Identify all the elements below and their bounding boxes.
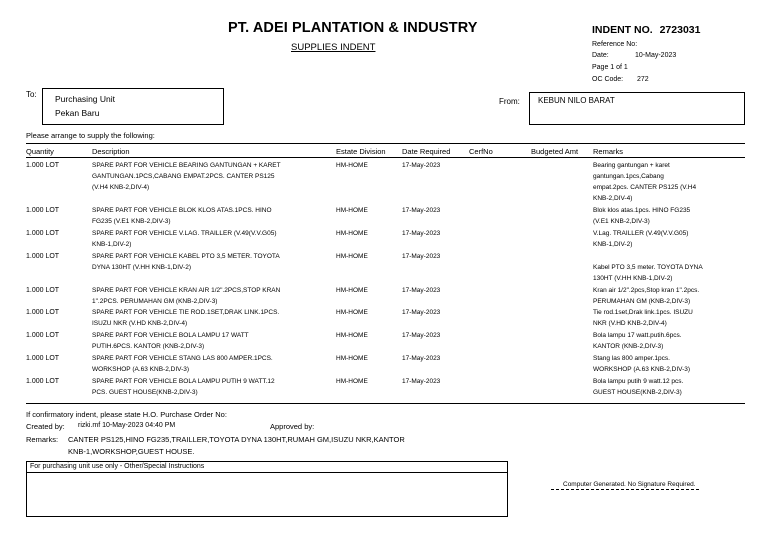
row-remarks-line: KNB-1,DIV-2) [593,241,633,248]
row-remarks-line: empat.2pcs. CANTER PS125 (V.H4 [593,184,697,191]
row-date: 17-May-2023 [402,309,441,316]
col-header-date: Date Required [402,147,451,156]
row-remarks-line: Bola lampu 17 watt.putih.6pcs. [593,332,682,339]
indent-number-value: 2723031 [659,24,701,36]
row-remarks-line: (V.E1 KNB-2,DIV-3) [593,218,650,225]
row-remarks-line [593,251,745,262]
row-description [92,376,334,398]
row-description-line: 1".2PCS. PERUMAHAN GM (KNB-2,DIV-3) [92,298,218,305]
row-date: 17-May-2023 [402,287,441,294]
computer-generated-note: Computer Generated. No Signature Required. [551,481,699,490]
row-quantity: 1.000 LOT [26,230,60,237]
row-description [92,228,334,250]
row-description-line: (V.H4 KNB-2,DIV-4) [92,184,150,191]
row-description-line: KNB-1,DIV-2) [92,241,132,248]
to-box [42,88,224,125]
row-description-line: SPARE PART FOR VEHICLE V.LAG. TRAILLER (V.49(V.V.G05) [92,230,277,237]
to-line-1: Purchasing Unit [55,94,116,104]
row-remarks-line: V.Lag. TRAILLER (V.49(V.V.G05) [593,230,689,237]
row-description-line: SPARE PART FOR VEHICLE BEARING GANTUNGAN + KARET [92,162,281,169]
row-estate: HM-HOME [336,309,368,316]
row-description-line: SPARE PART FOR VEHICLE TIE ROD.1SET,DRAK LINK.1PCS. [92,309,280,316]
indent-number [592,24,700,36]
from-label: From: [499,97,520,106]
table-header-bottom-rule [26,157,745,158]
row-description-line: PUTIH.6PCS. KANTOR (KNB-2,DIV-3) [92,343,205,350]
row-remarks [593,205,745,227]
row-description-line: ISUZU NKR (V.HD KNB-2,DIV-4) [92,320,188,327]
row-estate: HM-HOME [336,287,368,294]
row-description-line: SPARE PART FOR VEHICLE STANG LAS 800 AMPER.1PCS. [92,355,273,362]
oc-code-value: 272 [637,76,649,83]
row-remarks [593,307,745,329]
row-remarks [593,330,745,352]
row-remarks-line: KANTOR (KNB-2,DIV-3) [593,343,664,350]
row-date: 17-May-2023 [402,355,441,362]
row-description [92,307,334,329]
row-description-line: SPARE PART FOR VEHICLE BLOK KLOS ATAS.1PCS. HINO [92,207,272,214]
row-description [92,251,334,273]
row-remarks-line: gantungan.1pcs,Cabang [593,173,664,180]
row-remarks-line: Blok klos atas.1pcs. HINO FG235 [593,207,691,214]
row-description [92,330,334,352]
date-label: Date: [592,52,609,59]
page-indicator: Page 1 of 1 [592,64,628,71]
col-header-cerfno: CerfNo [469,147,493,156]
approved-by-label: Approved by: [270,422,315,431]
row-date: 17-May-2023 [402,162,441,169]
row-description-line: SPARE PART FOR VEHICLE BOLA LAMPU 17 WATT [92,332,249,339]
row-remarks-line: Bearing gantungan + karet [593,162,670,169]
to-label: To: [26,90,37,99]
row-description-line: SPARE PART FOR VEHICLE BOLA LAMPU PUTIH 9 WATT.12 [92,378,275,385]
row-remarks [593,251,745,284]
row-description-line: FG235 (V.E1 KNB-2,DIV-3) [92,218,171,225]
col-header-estate: Estate Division [336,147,386,156]
row-quantity: 1.000 LOT [26,287,60,294]
to-line-2: Pekan Baru [55,108,100,118]
row-description-line: PCS. GUEST HOUSE(KNB-2,DIV-3) [92,389,198,396]
row-remarks-line: PERUMAHAN GM (KNB-2,DIV-3) [593,298,691,305]
col-header-budget: Budgeted Amt [531,147,579,156]
row-date: 17-May-2023 [402,378,441,385]
row-description-line: GANTUNGAN.1PCS,CABANG EMPAT.2PCS. CANTER PS125 [92,173,275,180]
row-quantity: 1.000 LOT [26,162,60,169]
row-remarks-line: Bola lampu putih 9 watt.12 pcs. [593,378,684,385]
row-quantity: 1.000 LOT [26,332,60,339]
row-remarks-line: Tie rod.1set,Drak link.1pcs. ISUZU [593,309,693,316]
table-bottom-rule [26,403,745,404]
created-by-value: rizki.mf 10-May-2023 04:40 PM [78,422,176,429]
row-estate: HM-HOME [336,355,368,362]
row-description [92,160,334,193]
special-instructions-box [26,461,508,517]
row-remarks-line: Kabel PTO 3,5 meter. TOYOTA DYNA [593,264,703,271]
row-description [92,205,334,227]
row-estate: HM-HOME [336,207,368,214]
remarks-line-2: KNB-1,WORKSHOP,GUEST HOUSE. [68,447,195,456]
row-remarks-line: Stang las 800 amper.1pcs. [593,355,670,362]
oc-code-label: OC Code: [592,76,624,83]
from-box [529,92,745,125]
row-quantity: 1.000 LOT [26,378,60,385]
table-header-top-rule [26,143,745,144]
row-quantity: 1.000 LOT [26,207,60,214]
row-remarks [593,228,745,250]
row-remarks-line: 130HT (V.HH KNB-1,DIV-2) [593,275,673,282]
row-description-line: DYNA 130HT (V.HH KNB-1,DIV-2) [92,264,191,271]
row-description-line: SPARE PART FOR VEHICLE KABEL PTO 3,5 METER. TOYOTA [92,253,280,260]
row-description [92,353,334,375]
row-description-line: SPARE PART FOR VEHICLE KRAN AIR 1/2".2PCS,STOP KRAN [92,287,281,294]
row-remarks-line: NKR (V.HD KNB-2,DIV-4) [593,320,667,327]
row-estate: HM-HOME [336,253,368,260]
row-date: 17-May-2023 [402,332,441,339]
row-quantity: 1.000 LOT [26,309,60,316]
row-remarks [593,285,745,307]
row-date: 17-May-2023 [402,253,441,260]
row-remarks-line: Kran air 1/2".2pcs,Stop kran 1".2pcs. [593,287,700,294]
row-description [92,285,334,307]
date-value: 10-May-2023 [635,52,677,59]
document-subtitle: SUPPLIES INDENT [291,42,376,53]
col-header-description: Description [92,147,130,156]
special-instructions-title: For purchasing unit use only - Other/Special Instructions [27,462,507,473]
col-header-quantity: Quantity [26,147,54,156]
row-remarks [593,160,745,204]
arrange-text: Please arrange to supply the following: [26,131,155,140]
row-remarks-line: WORKSHOP (A.63 KNB-2,DIV-3) [593,366,691,373]
row-date: 17-May-2023 [402,230,441,237]
company-name: PT. ADEI PLANTATION & INDUSTRY [228,20,478,36]
row-remarks-line: GUEST HOUSE(KNB-2,DIV-3) [593,389,682,396]
row-estate: HM-HOME [336,332,368,339]
row-remarks-line: KNB-2,DIV-4) [593,195,633,202]
row-description-line: WORKSHOP (A.63 KNB-2,DIV-3) [92,366,190,373]
from-value: KEBUN NILO BARAT [538,96,615,105]
remarks-line-1: CANTER PS125,HINO FG235,TRAILLER,TOYOTA DYNA 130HT,RUMAH GM,ISUZU NKR,KANTOR [68,435,405,444]
row-quantity: 1.000 LOT [26,253,60,260]
col-header-remarks: Remarks [593,147,624,156]
indent-number-label: INDENT NO. [592,24,653,36]
confirmatory-text: If confirmatory indent, please state H.O. Purchase Order No: [26,410,227,419]
row-remarks [593,376,745,398]
row-quantity: 1.000 LOT [26,355,60,362]
reference-label: Reference No: [592,41,638,48]
row-remarks [593,353,745,375]
row-estate: HM-HOME [336,230,368,237]
remarks-label: Remarks: [26,435,59,444]
created-by-label: Created by: [26,422,65,431]
row-estate: HM-HOME [336,378,368,385]
row-date: 17-May-2023 [402,207,441,214]
row-estate: HM-HOME [336,162,368,169]
